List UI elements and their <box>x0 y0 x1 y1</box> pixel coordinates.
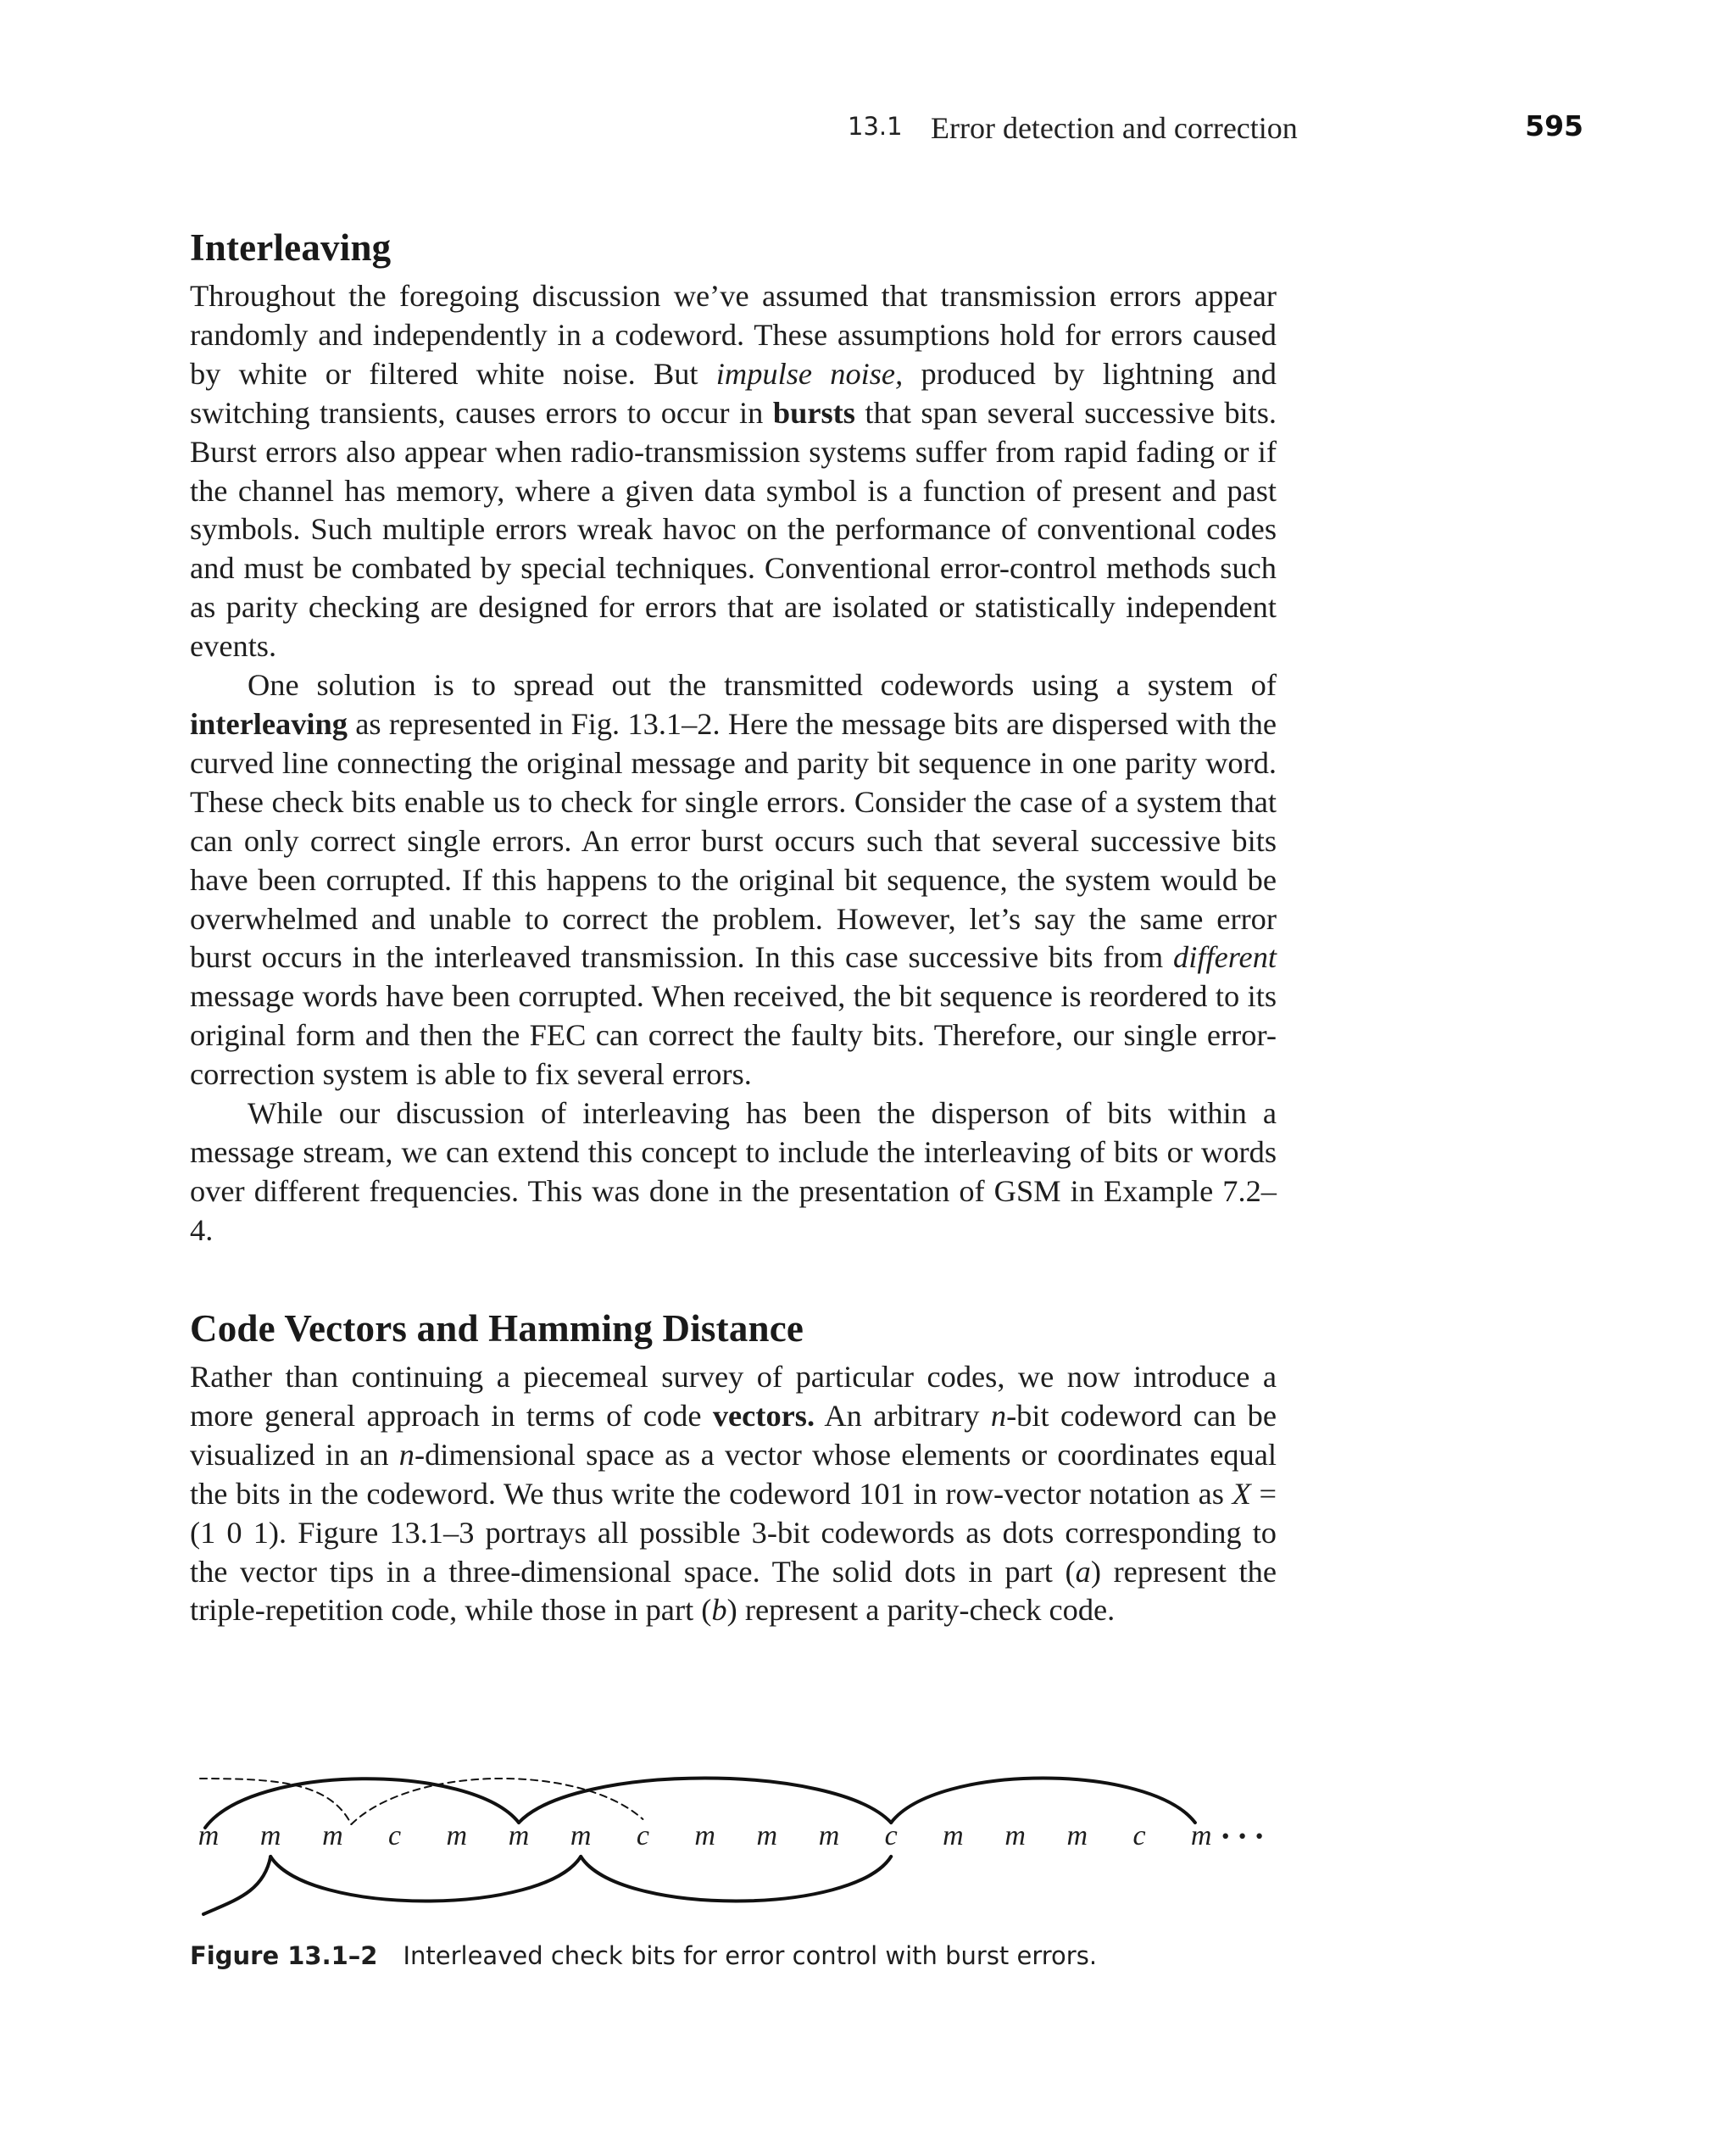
page-number: 595 <box>1525 109 1583 142</box>
interleaving-paragraph-3: While our discussion of interleaving has been the disperson of bits within a message stream, we can extend this concept to include the interleaving of bits or words over different frequencies. This was done in the presentation of GSM in Example 7.2–4. <box>190 1096 1277 1247</box>
interleaving-section <box>190 225 1277 1250</box>
interleaving-paragraph-2: One solution is to spread out the transmitted codewords using a system of interleaving as represented in Fig. 13.1–2. Here the message bits are dispersed with the curved line connecting the original message and parity bit sequence in one parity word. These check bits enable us to check for single errors. Consider the case of a system that can only correct single errors. An error burst occurs such that several successive bits have been corrupted. If this happens to the original bit sequence, the system would be overwhelmed and unable to correct the problem. However, let’s say the same error burst occurs in the interleaved transmission. In this case successive bits from different message words have been corrupted. When received, the bit sequence is reordered to its original form and then the FEC can correct the faulty bits. Therefore, our single error-correction system is able to fix several errors. <box>190 668 1277 1092</box>
bit-symbol: m <box>1066 1820 1088 1851</box>
bit-symbol: m <box>943 1820 964 1851</box>
bit-symbol: m <box>756 1820 778 1851</box>
bit-symbol: m <box>818 1820 840 1851</box>
bit-symbol: c <box>884 1820 898 1851</box>
running-head-section-number: 13.1 <box>848 112 903 141</box>
ellipsis: • • • <box>1220 1827 1266 1848</box>
vectors-term: vectors. <box>712 1398 815 1433</box>
upper-arc <box>205 1779 519 1828</box>
bit-symbol: m <box>259 1820 281 1851</box>
dashed-arc-right <box>351 1779 643 1824</box>
bit-symbol: c <box>1132 1820 1146 1851</box>
bit-symbol: m <box>1190 1820 1212 1851</box>
figure-caption-text: Interleaved check bits for error control with burst errors. <box>403 1941 1098 1970</box>
code-vectors-paragraph-1: Rather than continuing a piecemeal survey of particular codes, we now introduce a more general approach in terms of code vectors. An arbitrary n-bit codeword can be visualized in an n-dimensional space as a vector whose elements or coordinates equal the bits in the codeword. We thus write the codeword 101 in row-vector notation as X = (1 0 1). Figure 13.1–3 portrays all possible 3-bit codewords as dots corresponding to the vector tips in a three-dimensional space. The solid dots in part (a) represent the triple-repetition code, while those in part (b) represent a parity-check code. <box>190 1360 1277 1628</box>
figure-caption <box>190 1941 1097 1970</box>
running-head <box>0 109 1736 149</box>
bit-symbol: m <box>322 1820 343 1851</box>
bit-symbol: m <box>1004 1820 1026 1851</box>
bit-symbol: c <box>388 1820 402 1851</box>
interleaving-paragraph-1: Throughout the foregoing discussion we’ve assumed that transmission errors appear randomly and independently in a codeword. These assumptions hold for errors caused by white or filtered white noise. But impulse noise, produced by lightning and switching transients, causes errors to occur in bursts that span several successive bits. Burst errors also appear when radio-transmission systems suffer from rapid fading or if the channel has memory, where a given data symbol is a function of present and past symbols. Such multiple errors wreak havoc on the performance of conventional codes and must be combated by special techniques. Conventional error-control methods such as parity checking are designed for errors that are isolated or statistically independent events. <box>190 279 1277 664</box>
different-term: different <box>1173 940 1277 975</box>
bit-symbol: m <box>446 1820 468 1851</box>
dashed-arc-left <box>200 1779 351 1824</box>
code-vectors-section <box>190 1306 1277 1630</box>
bit-symbol: m <box>694 1820 715 1851</box>
upper-arc <box>891 1779 1195 1823</box>
running-head-section-title: Error detection and correction <box>931 111 1298 145</box>
lower-arc <box>270 1857 581 1901</box>
impulse-noise-term: impulse noise, <box>715 356 904 391</box>
interleaved-bits-diagram <box>190 1757 1292 1926</box>
lower-arc <box>581 1857 891 1901</box>
bit-symbol: m <box>508 1820 530 1851</box>
interleaving-term: interleaving <box>190 706 348 741</box>
lower-arc <box>203 1857 270 1914</box>
figure-caption-number: Figure 13.1–2 <box>190 1941 378 1970</box>
bit-symbol: m <box>198 1820 220 1851</box>
interleaving-figure <box>190 1757 1292 1926</box>
bit-symbol: c <box>636 1820 649 1851</box>
bursts-term: bursts <box>772 395 855 430</box>
interleaving-heading: Interleaving <box>190 226 392 269</box>
upper-arc <box>519 1779 891 1823</box>
code-vectors-heading: Code Vectors and Hamming Distance <box>190 1307 804 1350</box>
bit-symbol: m <box>570 1820 592 1851</box>
